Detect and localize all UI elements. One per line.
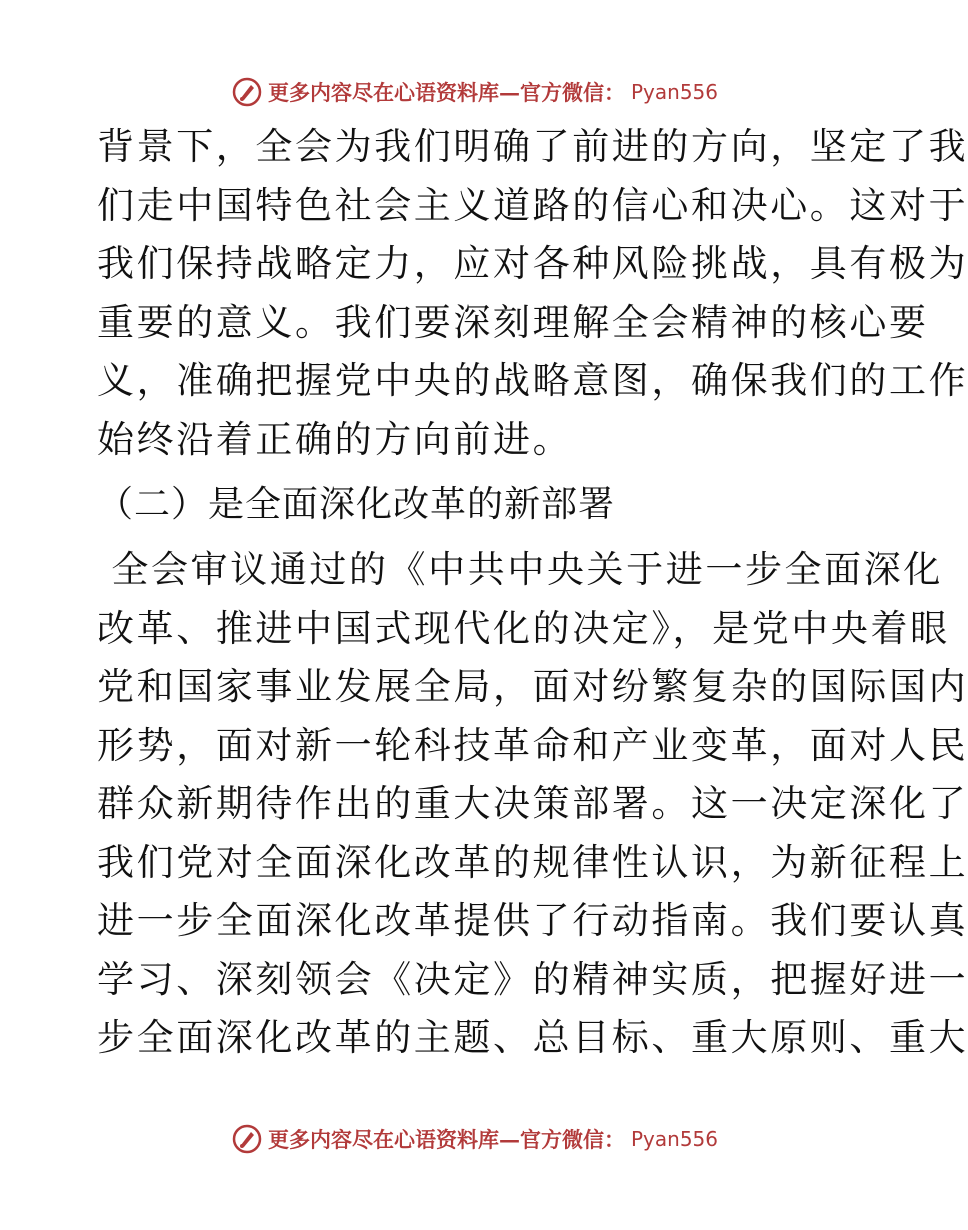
paragraph2-line: 形势，面对新一轮科技革命和产业变革，面对人民 [97, 723, 968, 767]
paragraph2-line: 步全面深化改革的主题、总目标、重大原则、重大 [97, 1016, 968, 1059]
section-heading: （二）是全面深化改革的新部署 [97, 484, 616, 525]
paragraph1-line: 背景下，全会为我们明确了前进的方向，坚定了我 [97, 125, 968, 168]
watermark-contact: Pyan556 [630, 80, 718, 104]
watermark-contact: Pyan556 [630, 1127, 718, 1151]
paragraph2-line: 全会审议通过的《中共中央关于进一步全面深化 [97, 548, 943, 591]
paragraph2-line: 群众新期待作出的重大决策部署。这一决定深化了 [97, 782, 968, 825]
footer-watermark [0, 1119, 950, 1159]
paragraph1-line: 重要的意义。我们要深刻理解全会精神的核心要 [97, 300, 929, 344]
paragraph2-line: 党和国家事业发展全局，面对纷繁复杂的国际国内 [97, 665, 968, 708]
document-body [97, 118, 968, 1068]
header-watermark [0, 72, 950, 112]
paragraph1-line: 们走中国特色社会主义道路的信心和决心。这对于 [97, 183, 968, 227]
paragraph1-line: 我们保持战略定力，应对各种风险挑战，具有极为 [97, 242, 968, 285]
watermark-text: 更多内容尽在心语资料库—官方微信： [267, 80, 625, 105]
paragraph2-line: 改革、推进中国式现代化的决定》，是党中央着眼 [97, 606, 950, 650]
paragraph2-line: 进一步全面深化改革提供了行动指南。我们要认真 [97, 899, 968, 942]
pen-nib-logo-icon [232, 77, 262, 107]
paragraph2-line: 学习、深刻领会《决定》的精神实质，把握好进一 [97, 957, 968, 1001]
paragraph2-line: 我们党对全面深化改革的规律性认识，为新征程上 [97, 840, 968, 884]
paragraph1-line: 义，准确把握党中央的战略意图，确保我们的工作 [97, 359, 968, 402]
paragraph1-line: 始终沿着正确的方向前进。 [97, 417, 573, 461]
watermark-text: 更多内容尽在心语资料库—官方微信： [267, 1127, 625, 1152]
pen-nib-logo-icon [232, 1124, 262, 1154]
